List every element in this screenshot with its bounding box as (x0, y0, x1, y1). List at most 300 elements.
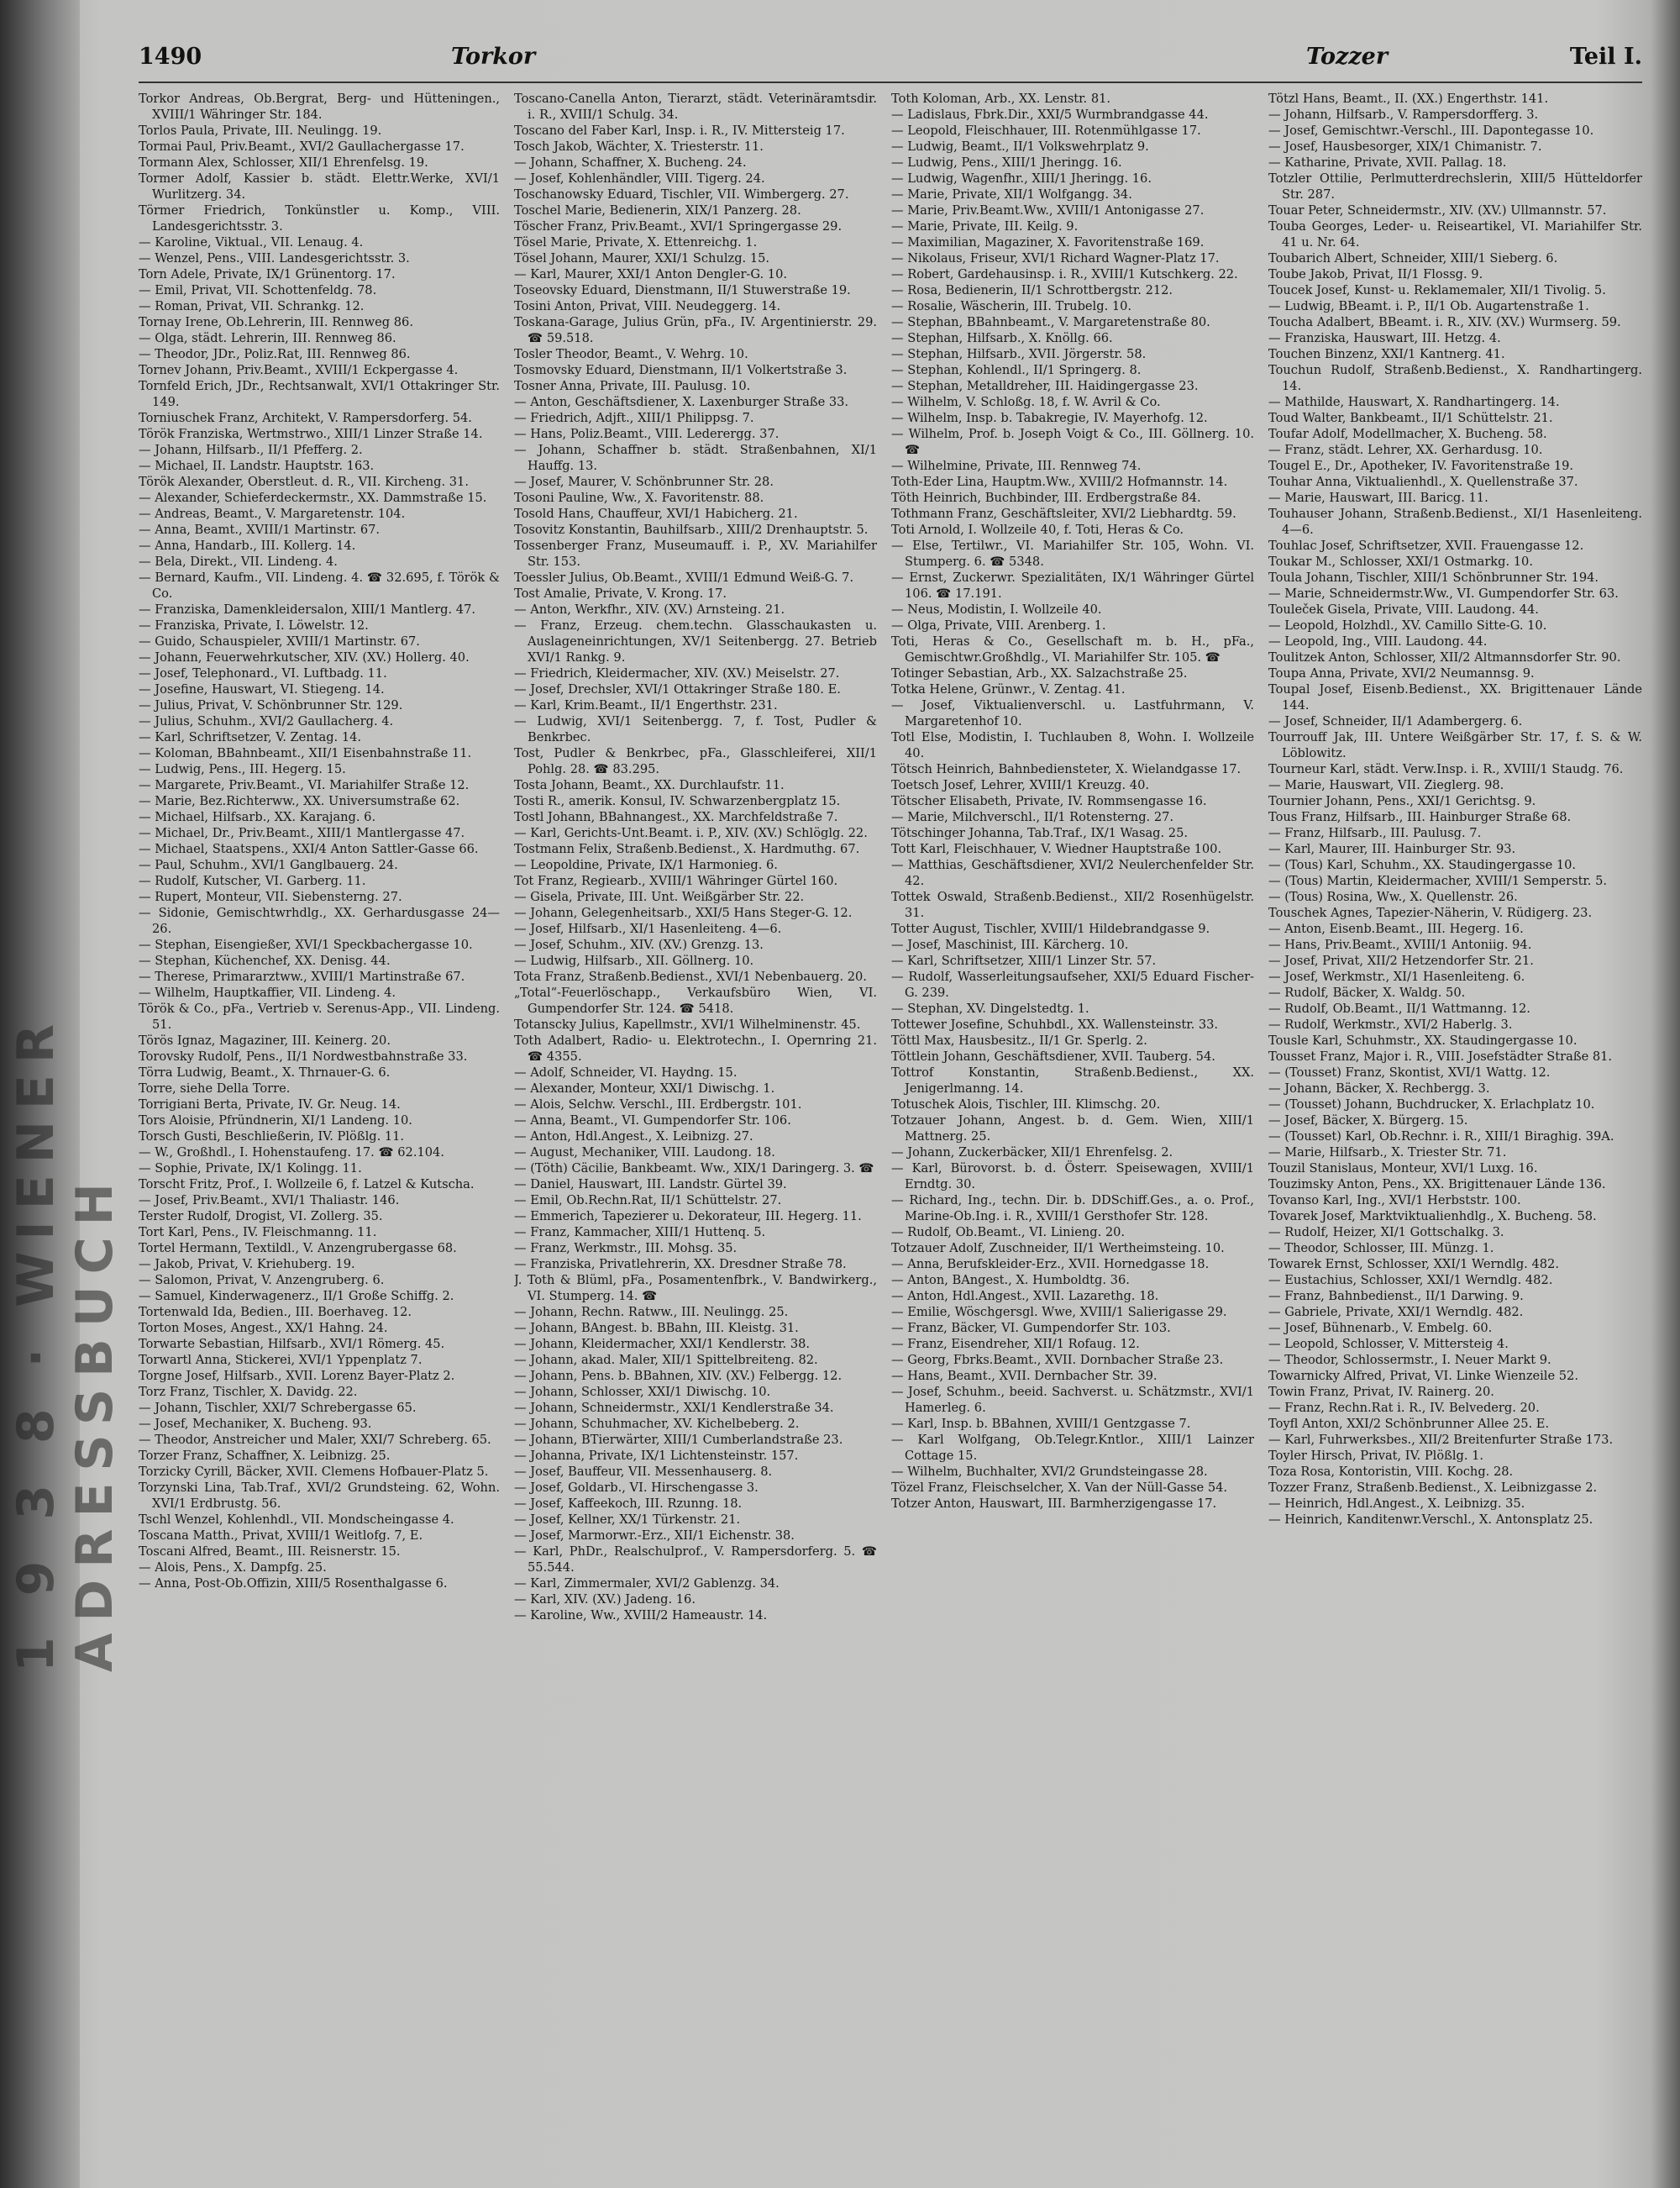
directory-entry: Toetsch Josef, Lehrer, XVIII/1 Kreuzg. 40. (891, 778, 1149, 792)
directory-entry: Tortenwald Ida, Bedien., III. Boerhaveg. 12. (139, 1305, 412, 1319)
directory-entry: Toti, Heras & Co., Gesellschaft m. b. H., pFa., Gemischtwr.Großhdlg., VI. Mariahilfer Str. 105. ☎ (891, 634, 1254, 665)
directory-entry: — Sophie, Private, IX/1 Kolingg. 11. (139, 1161, 362, 1176)
directory-entry: — Daniel, Hauswart, III. Landstr. Gürtel 39. (514, 1177, 787, 1191)
directory-entry: Tourrouff Jak, III. Untere Weißgärber Str. 17, f. S. & W. Löblowitz. (1268, 730, 1642, 760)
directory-entry: — Richard, Ing., techn. Dir. b. DDSchiff.Ges., a. o. Prof., Marine-Ob.Ing. i. R., XVIII/1 Gersthofer Str. 128. (891, 1193, 1254, 1223)
directory-entry: Toti Arnold, I. Wollzeile 40, f. Toti, Heras & Co. (891, 523, 1184, 537)
directory-entry: Tosta Johann, Beamt., XX. Durchlaufstr. 11. (514, 778, 785, 792)
header-keyword-left: Torkor (451, 44, 536, 70)
directory-entry: — Michael, Staatspens., XXI/4 Anton Sattler-Gasse 66. (139, 842, 479, 856)
directory-entry: — Sidonie, Gemischtwrhdlg., XX. Gerhardusgasse 24—26. (139, 906, 500, 936)
directory-entry: Toyler Hirsch, Privat, IV. Plößlg. 1. (1268, 1449, 1484, 1463)
directory-entry: — Anna, Beamt., XVIII/1 Martinstr. 67. (139, 523, 381, 537)
directory-entry: Towarek Ernst, Schlosser, XXI/1 Werndlg. 482. (1268, 1257, 1559, 1271)
directory-entry: — Wilhelmine, Private, III. Rennweg 74. (891, 459, 1142, 473)
directory-entry: — Gisela, Private, III. Unt. Weißgärber Str. 22. (514, 890, 805, 904)
directory-entry: — Ludwig, Hilfsarb., XII. Göllnerg. 10. (514, 954, 754, 968)
directory-entry: Tottewer Josefine, Schuhbdl., XX. Wallensteinstr. 33. (891, 1018, 1219, 1032)
directory-entry: — Johann, BAngest. b. BBahn, III. Kleistg. 31. (514, 1321, 799, 1335)
directory-entry: — (Tous) Martin, Kleidermacher, XVIII/1 Semperstr. 5. (1268, 874, 1608, 888)
directory-entry: — Michael, II. Landstr. Hauptstr. 163. (139, 459, 375, 473)
directory-entry: — Josef, Maurer, V. Schönbrunner Str. 28. (514, 475, 774, 489)
directory-entry: — Rosalie, Wäscherin, III. Trubelg. 10. (891, 299, 1132, 313)
directory-entry: Touhar Anna, Viktualienhdl., X. Quellenstraße 37. (1268, 475, 1578, 489)
directory-entry: Tostl Johann, BBahnangest., XX. Marchfeldstraße 7. (514, 810, 838, 824)
directory-entry: J. Toth & Blüml, pFa., Posamentenfbrk., V. Bandwirkerg., VI. Stumperg. 14. ☎ (514, 1273, 877, 1303)
directory-entry: — Theodor, Anstreicher und Maler, XXI/7 Schreberg. 65. (139, 1433, 491, 1447)
directory-entry: — Karl, Zimmermaler, XVI/2 Gablenzg. 34. (514, 1576, 780, 1591)
directory-entry: Terster Rudolf, Drogist, VI. Zollerg. 35. (139, 1209, 383, 1223)
directory-entry: Tornev Johann, Priv.Beamt., XVIII/1 Eckpergasse 4. (139, 363, 459, 377)
directory-entry: — Ludwig, BBeamt. i. P., II/1 Ob. Augartenstraße 1. (1268, 299, 1589, 313)
directory-entry: — Else, Tertilwr., VI. Mariahilfer Str. 105, Wohn. VI. Stumperg. 6. ☎ 5348. (891, 539, 1254, 569)
directory-entry: Toud Walter, Bankbeamt., II/1 Schüttelstr. 21. (1268, 411, 1553, 425)
directory-entry: — Franz, Kammacher, XIII/1 Huttenq. 5. (514, 1225, 766, 1239)
directory-entry: Tötzl Hans, Beamt., II. (XX.) Engerthstr. 141. (1268, 92, 1549, 106)
directory-entry: Totter August, Tischler, XVIII/1 Hildebrandgasse 9. (891, 922, 1210, 936)
directory-entry: — Rupert, Monteur, VII. Siebensterng. 27. (139, 890, 402, 904)
directory-entry: — Anna, Handarb., III. Kollerg. 14. (139, 539, 356, 553)
directory-entry: Tott Karl, Fleischhauer, V. Wiedner Hauptstraße 100. (891, 842, 1222, 856)
directory-entry: Tottek Oswald, Straßenb.Bedienst., XII/2 Rosenhügelstr. 31. (891, 890, 1254, 920)
directory-entry: — Rudolf, Kutscher, VI. Garberg. 11. (139, 874, 366, 888)
directory-entry: Tötsch Heinrich, Bahnbediensteter, X. Wielandgasse 17. (891, 762, 1242, 776)
directory-entry: — Alois, Selchw. Verschl., III. Erdbergstr. 101. (514, 1097, 802, 1112)
directory-entry: Touba Georges, Leder- u. Reiseartikel, VI. Mariahilfer Str. 41 u. Nr. 64. (1268, 219, 1642, 250)
directory-entry: Torniuschek Franz, Architekt, V. Rampersdorferg. 54. (139, 411, 472, 425)
directory-entry: — Anton, Eisenb.Beamt., III. Hegerg. 16. (1268, 922, 1524, 936)
directory-entry: — Ludwig, Pens., XIII/1 Jheringg. 16. (891, 155, 1122, 170)
directory-entry: Touzimsky Anton, Pens., XX. Brigittenauer Lände 136. (1268, 1177, 1606, 1191)
directory-entry: — Stephan, XV. Dingelstedtg. 1. (891, 1002, 1089, 1016)
directory-entry: Torwarte Sebastian, Hilfsarb., XVI/1 Römerg. 45. (139, 1337, 445, 1351)
directory-entry: — Karl, Maurer, XXI/1 Anton Dengler-G. 10. (514, 267, 787, 281)
directory-entry: Totzauer Adolf, Zuschneider, II/1 Wertheimsteing. 10. (891, 1241, 1225, 1255)
header-keyword-right: Tozzer (1306, 44, 1389, 70)
directory-entry: — Johann, Pens. b. BBahnen, XIV. (XV.) Felbergg. 12. (514, 1369, 843, 1383)
directory-entry: — Josef, Hausbesorger, XIX/1 Chimanistr. 7. (1268, 139, 1542, 154)
directory-entry: Toscani Alfred, Beamt., III. Reisnerstr. 15. (139, 1544, 401, 1559)
directory-entry: Totl Else, Modistin, I. Tuchlauben 8, Wohn. I. Wollzeile 40. (891, 730, 1254, 760)
directory-entry: — Josef, Kaffeekoch, III. Rzunng. 18. (514, 1496, 743, 1511)
directory-entry: — Anton, Hdl.Angest., XVII. Lazarethg. 18. (891, 1289, 1159, 1303)
directory-entry: Toubarich Albert, Schneider, XIII/1 Sieberg. 6. (1268, 251, 1558, 266)
directory-column-4 (1268, 91, 1642, 2175)
directory-entry: — Theodor, Schlosser, III. Münzg. 1. (1268, 1241, 1494, 1255)
directory-entry: Torton Moses, Angest., XX/1 Hahng. 24. (139, 1321, 388, 1335)
directory-entry: Tormai Paul, Priv.Beamt., XVI/2 Gaullachergasse 17. (139, 139, 465, 154)
directory-entry: — Johann, akad. Maler, XII/1 Spittelbreiteng. 82. (514, 1353, 818, 1367)
directory-entry: Tosler Theodor, Beamt., V. Wehrg. 10. (514, 347, 748, 361)
directory-entry: — Marie, Hilfsarb., X. Triester Str. 71. (1268, 1145, 1507, 1160)
directory-entry: — Rudolf, Ob.Beamt., II/1 Wattmanng. 12. (1268, 1002, 1530, 1016)
part-label: Teil I. (1569, 44, 1642, 70)
directory-entry: — Heinrich, Kanditenwr.Verschl., X. Antonsplatz 25. (1268, 1512, 1593, 1527)
directory-entry: — Josef, Gemischtwr.-Verschl., III. Dapontegasse 10. (1268, 124, 1594, 138)
directory-entry: — Josef, Bauffeur, VII. Messenhauserg. 8. (514, 1465, 773, 1479)
directory-entry: Tötscher Elisabeth, Private, IV. Rommsengasse 16. (891, 794, 1207, 808)
directory-entry: — Karl, Insp. b. BBahnen, XVIII/1 Gentzgasse 7. (891, 1417, 1191, 1431)
directory-entry: — Johann, Tischler, XXI/7 Schrebergasse 65. (139, 1401, 417, 1415)
directory-entry: — Karl Wolfgang, Ob.Telegr.Kntlor., XIII/1 Lainzer Cottage 15. (891, 1433, 1254, 1463)
directory-entry: — Franziska, Private, I. Löwelstr. 12. (139, 618, 369, 633)
directory-entry: — Marie, Private, III. Keilg. 9. (891, 219, 1079, 234)
directory-entry: — Katharine, Private, XVII. Pallag. 18. (1268, 155, 1507, 170)
directory-entry: — Johann, Zuckerbäcker, XII/1 Ehrenfelsg. 2. (891, 1145, 1173, 1160)
directory-entry: Toupa Anna, Private, XVI/2 Neumannsg. 9. (1268, 666, 1535, 681)
directory-entry: Torzynski Lina, Tab.Traf., XVI/2 Grundsteing. 62, Wohn. XVI/1 Erdbrustg. 56. (139, 1481, 500, 1511)
directory-entry: Toscano del Faber Karl, Insp. i. R., IV. Mittersteig 17. (514, 124, 845, 138)
directory-entry: — Nikolaus, Friseur, XVI/1 Richard Wagner-Platz 17. (891, 251, 1220, 266)
directory-column-2 (514, 91, 877, 2175)
directory-entry: — Marie, Private, XII/1 Wolfgangg. 34. (891, 187, 1132, 202)
directory-entry: — Hans, Beamt., XVII. Dernbacher Str. 39. (891, 1369, 1158, 1383)
directory-entry: — Gabriele, Private, XXI/1 Werndlg. 482. (1268, 1305, 1524, 1319)
directory-entry: Totinger Sebastian, Arb., XX. Salzachstraße 25. (891, 666, 1188, 681)
directory-entry: — Emil, Ob.Rechn.Rat, II/1 Schüttelstr. 27. (514, 1193, 782, 1207)
directory-entry: Toth Adalbert, Radio- u. Elektrotechn., I. Opernring 21. ☎ 4355. (514, 1034, 877, 1064)
directory-entry: — Rosa, Bedienerin, II/1 Schrottbergstr. 212. (891, 283, 1173, 297)
directory-entry: Toth-Eder Lina, Hauptm.Ww., XVIII/2 Hofmannstr. 14. (891, 475, 1228, 489)
directory-entry: — Anton, Geschäftsdiener, X. Laxenburger Straße 33. (514, 395, 849, 409)
directory-entry: — Stephan, Hilfsarb., X. Knöllg. 66. (891, 331, 1113, 345)
directory-entry: — Margarete, Priv.Beamt., VI. Mariahilfer Straße 12. (139, 778, 470, 792)
directory-entry: — Mathilde, Hauswart, X. Randhartingerg. 14. (1268, 395, 1560, 409)
directory-entry: — Josef, Schneider, II/1 Adambergerg. 6. (1268, 714, 1523, 728)
directory-entry: Tötschinger Johanna, Tab.Traf., IX/1 Wasag. 25. (891, 826, 1188, 840)
directory-entry: — Friedrich, Adjft., XIII/1 Philippsg. 7. (514, 411, 754, 425)
directory-entry: — (Tousset) Franz, Skontist, XVI/1 Wattg. 12. (1268, 1065, 1551, 1080)
directory-entry: Tors Aloisie, Pfründnerin, XI/1 Landeng. 10. (139, 1113, 412, 1128)
directory-entry: Torzer Franz, Schaffner, X. Leibnizg. 25. (139, 1449, 391, 1463)
directory-entry: — Josef, Viktualienverschl. u. Lastfuhrmann, V. Margaretenhof 10. (891, 698, 1254, 728)
directory-entry: — Johann, Kleidermacher, XXI/1 Kendlerstr. 38. (514, 1337, 811, 1351)
directory-entry: — Leopold, Schlosser, V. Mittersteig 4. (1268, 1337, 1509, 1351)
directory-entry: — Wilhelm, Prof. b. Joseph Voigt & Co., III. Göllnerg. 10. ☎ (891, 427, 1254, 457)
directory-entry: Tous Franz, Hilfsarb., III. Hainburger Straße 68. (1268, 810, 1572, 824)
directory-entry: — August, Mechaniker, VIII. Laudong. 18. (514, 1145, 775, 1160)
directory-entry: Torzicky Cyrill, Bäcker, XVII. Clemens Hofbauer-Platz 5. (139, 1465, 489, 1479)
directory-entry: Toscana Matth., Privat, XVIII/1 Weitlofg. 7, E. (139, 1528, 423, 1543)
directory-entry: — Leopold, Holzhdl., XV. Camillo Sitte-G. 10. (1268, 618, 1547, 633)
directory-entry: — Franziska, Privatlehrerin, XX. Dresdner Straße 78. (514, 1257, 847, 1271)
directory-entry: Töttlein Johann, Geschäftsdiener, XVII. Tauberg. 54. (891, 1049, 1215, 1064)
directory-entry: — Stephan, BBahnbeamt., V. Margaretenstraße 80. (891, 315, 1210, 329)
directory-entry: Totuschek Alois, Tischler, III. Klimschg. 20. (891, 1097, 1161, 1112)
directory-entry: — Karl, Maurer, III. Hainburger Str. 93. (1268, 842, 1516, 856)
directory-entry: — Bela, Direkt., VII. Lindeng. 4. (139, 555, 338, 569)
directory-entry: — Wilhelm, Insp. b. Tabakregie, IV. Mayerhofg. 12. (891, 411, 1208, 425)
directory-entry: — Rudolf, Bäcker, X. Waldg. 50. (1268, 986, 1466, 1000)
directory-entry: — Josef, Bäcker, X. Bürgerg. 15. (1268, 1113, 1468, 1128)
directory-entry: Töscher Franz, Priv.Beamt., XVI/1 Springergasse 29. (514, 219, 843, 234)
directory-entry: — Karl, PhDr., Realschulprof., V. Rampersdorferg. 5. ☎ 55.544. (514, 1544, 877, 1575)
directory-entry: Toschanowsky Eduard, Tischler, VII. Wimbergerg. 27. (514, 187, 849, 202)
directory-entry: Tornay Irene, Ob.Lehrerin, III. Rennweg 86. (139, 315, 413, 329)
directory-entry: — Johann, Rechn. Ratww., III. Neulingg. 25. (514, 1305, 789, 1319)
directory-entry: — Maximilian, Magaziner, X. Favoritenstraße 169. (891, 235, 1205, 250)
directory-entry: — Karl, Krim.Beamt., II/1 Engerthstr. 231. (514, 698, 778, 713)
directory-column-1 (139, 91, 500, 2175)
directory-entry: — Josef, Priv.Beamt., XVI/1 Thaliastr. 146. (139, 1193, 400, 1207)
directory-entry: Toseovsky Eduard, Dienstmann, II/1 Stuwerstraße 19. (514, 283, 851, 297)
directory-entry: — Karl, Fuhrwerksbes., XII/2 Breitenfurter Straße 173. (1268, 1433, 1614, 1447)
directory-entry: — Michael, Dr., Priv.Beamt., XIII/1 Mantlergasse 47. (139, 826, 465, 840)
directory-entry: Töttl Max, Hausbesitz., II/1 Gr. Sperlg. 2. (891, 1034, 1147, 1048)
directory-entry: Tosoni Pauline, Ww., X. Favoritenstr. 88. (514, 491, 764, 505)
directory-entry: — Neus, Modistin, I. Wollzeile 40. (891, 602, 1102, 617)
directory-entry: — Karl, Schriftsetzer, V. Zentag. 14. (139, 730, 362, 744)
directory-entry: — Johann, Schaffner, X. Bucheng. 24. (514, 155, 747, 170)
directory-entry: — Therese, Primararztww., XVIII/1 Martinstraße 67. (139, 970, 465, 984)
directory-entry: Touchun Rudolf, Straßenb.Bedienst., X. Randhartingerg. 14. (1268, 363, 1642, 393)
directory-entry: Tourneur Karl, städt. Verw.Insp. i. R., XVIII/1 Staudg. 76. (1268, 762, 1624, 776)
directory-entry: Tossenberger Franz, Museumauff. i. P., XV. Mariahilfer Str. 153. (514, 539, 877, 569)
directory-entry: Touchen Binzenz, XXI/1 Kantnerg. 41. (1268, 347, 1505, 361)
directory-entry: Tosovitz Konstantin, Bauhilfsarb., XIII/2 Drenhauptstr. 5. (514, 523, 869, 537)
directory-entry: Torscht Fritz, Prof., I. Wollzeile 6, f. Latzel & Kutscha. (139, 1177, 475, 1191)
directory-entry: „Total“-Feuerlöschapp., Verkaufsbüro Wien, VI. Gumpendorfer Str. 124. ☎ 5418. (514, 986, 877, 1016)
directory-entry: — Ludwig, Wagenfhr., XIII/1 Jheringg. 16. (891, 171, 1152, 186)
directory-entry: Touzil Stanislaus, Monteur, XVI/1 Luxg. 16. (1268, 1161, 1538, 1176)
directory-entry: — Ludwig, Pens., III. Hegerg. 15. (139, 762, 346, 776)
directory-entry: Tormer Adolf, Kassier b. städt. Elettr.Werke, XVI/1 Wurlitzerg. 34. (139, 171, 500, 202)
directory-entry: — Marie, Milchverschl., II/1 Rotensterng. 27. (891, 810, 1174, 824)
directory-entry: Torn Adele, Private, IX/1 Grünentorg. 17. (139, 267, 396, 281)
directory-entry: — Wenzel, Pens., VIII. Landesgerichtsstr. 3. (139, 251, 410, 266)
directory-entry: Totzauer Johann, Angest. b. d. Gem. Wien, XIII/1 Mattnerg. 25. (891, 1113, 1254, 1144)
directory-entry: — Paul, Schuhm., XVI/1 Ganglbauerg. 24. (139, 858, 398, 872)
directory-entry: — Olga, Private, VIII. Arenberg. 1. (891, 618, 1106, 633)
directory-entry: Tösel Marie, Private, X. Ettenreichg. 1. (514, 235, 758, 250)
directory-entry: — Franz, Eisendreher, XII/1 Rofaug. 12. (891, 1337, 1140, 1351)
directory-entry: Toukar M., Schlosser, XXI/1 Ostmarkg. 10. (1268, 555, 1533, 569)
directory-entry: Totzler Ottilie, Perlmutterdrechslerin, XIII/5 Hütteldorfer Str. 287. (1268, 171, 1642, 202)
directory-entry: — Andreas, Beamt., V. Margaretenstr. 104. (139, 507, 406, 521)
directory-entry: — (Töth) Cäcilie, Bankbeamt. Ww., XIX/1 Daringerg. 3. ☎ (514, 1161, 874, 1176)
directory-entry: Török Franziska, Wertmstrwo., XIII/1 Linzer Straße 14. (139, 427, 483, 441)
directory-entry: — Stephan, Eisengießer, XVI/1 Speckbachergasse 10. (139, 938, 473, 952)
directory-entry: — Johann, Bäcker, X. Rechbergg. 3. (1268, 1081, 1490, 1096)
directory-entry: — Josef, Kohlenhändler, VIII. Tigerg. 24. (514, 171, 765, 186)
directory-entry: — Johann, Schaffner b. städt. Straßenbahnen, XI/1 Hauffg. 13. (514, 443, 877, 473)
directory-entry: Tort Karl, Pens., IV. Fleischmanng. 11. (139, 1225, 377, 1239)
directory-entry: — Wilhelm, Buchhalter, XVI/2 Grundsteingasse 28. (891, 1465, 1208, 1479)
directory-entry: — Roman, Privat, VII. Schrankg. 12. (139, 299, 365, 313)
directory-entry: Torsch Gusti, Beschließerin, IV. Plößlg. 11. (139, 1129, 405, 1144)
directory-entry: — Johanna, Private, IX/1 Lichtensteinstr. 157. (514, 1449, 799, 1463)
directory-entry: Touar Peter, Schneidermstr., XIV. (XV.) Ullmannstr. 57. (1268, 203, 1607, 218)
directory-entry: — Anna, Berufskleider-Erz., XVII. Hornedgasse 18. (891, 1257, 1210, 1271)
directory-entry: — Rudolf, Heizer, XI/1 Gottschalkg. 3. (1268, 1225, 1504, 1239)
directory-entry: — Alexander, Schieferdeckermstr., XX. Dammstraße 15. (139, 491, 487, 505)
directory-entry: — Johann, Hilfsarb., II/1 Pfefferg. 2. (139, 443, 363, 457)
directory-entry: Tosini Anton, Privat, VIII. Neudeggerg. 14. (514, 299, 781, 313)
directory-entry: Towin Franz, Privat, IV. Rainerg. 20. (1268, 1385, 1494, 1399)
directory-entry: — Josef, Drechsler, XVI/1 Ottakringer Straße 180. E. (514, 682, 841, 697)
directory-entry: — W., Großhdl., I. Hohenstaufeng. 17. ☎ 62.104. (139, 1145, 444, 1160)
directory-entry: — Ladislaus, Fbrk.Dir., XXI/5 Wurmbrandgasse 44. (891, 108, 1209, 122)
directory-entry: — Friedrich, Kleidermacher, XIV. (XV.) Meiselstr. 27. (514, 666, 840, 681)
directory-entry: Tothmann Franz, Geschäftsleiter, XVI/2 Liebhardtg. 59. (891, 507, 1236, 521)
directory-entry: Tozzer Franz, Straßenb.Bedienst., X. Leibnizgasse 2. (1268, 1481, 1598, 1495)
directory-entry: Tormann Alex, Schlosser, XII/1 Ehrenfelsg. 19. (139, 155, 428, 170)
directory-entry: — Josef, Kellner, XX/1 Türkenstr. 21. (514, 1512, 741, 1527)
directory-entry: — Karl, XIV. (XV.) Jadeng. 16. (514, 1592, 696, 1607)
directory-entry: — (Tous) Rosina, Ww., X. Quellenstr. 26. (1268, 890, 1518, 904)
directory-entry: — Franz, städt. Lehrer, XX. Gerhardusg. 10. (1268, 443, 1543, 457)
directory-entry: Tougel E., Dr., Apotheker, IV. Favoritenstraße 19. (1268, 459, 1574, 473)
directory-entry: — Theodor, Schlossermstr., I. Neuer Markt 9. (1268, 1353, 1551, 1367)
header-rule (139, 82, 1642, 83)
directory-entry: — Franz, Bahnbedienst., II/1 Darwing. 9. (1268, 1289, 1524, 1303)
directory-entry: Toufar Adolf, Modellmacher, X. Bucheng. 58. (1268, 427, 1547, 441)
directory-entry: — Hans, Priv.Beamt., XVIII/1 Antoniig. 94. (1268, 938, 1532, 952)
directory-entry: — Wilhelm, Hauptkaffier, VII. Lindeng. 4. (139, 986, 396, 1000)
book-spine (0, 0, 124, 2188)
directory-entry: Toschel Marie, Bedienerin, XIX/1 Panzerg. 28. (514, 203, 801, 218)
directory-entry: Toulitzek Anton, Schlosser, XII/2 Altmannsdorfer Str. 90. (1268, 650, 1621, 665)
directory-entry: Toscano-Canella Anton, Tierarzt, städt. Veterinäramtsdir. i. R., XVIII/1 Schulg. 34. (514, 92, 877, 122)
directory-entry: Tözel Franz, Fleischselcher, X. Van der Nüll-Gasse 54. (891, 1481, 1228, 1495)
directory-entry: — Franz, Werkmstr., III. Mohsg. 35. (514, 1241, 738, 1255)
directory-entry: Tschl Wenzel, Kohlenhdl., VII. Mondscheingasse 4. (139, 1512, 454, 1527)
directory-entry: Totanscky Julius, Kapellmstr., XVI/1 Wilhelminenstr. 45. (514, 1018, 861, 1032)
directory-entry: — (Tous) Karl, Schuhm., XX. Staudingergasse 10. (1268, 858, 1577, 872)
directory-entry: — Emil, Privat, VII. Schottenfeldg. 78. (139, 283, 377, 297)
directory-entry: — Guido, Schauspieler, XVIII/1 Martinstr. 67. (139, 634, 420, 649)
directory-entry: Török Alexander, Oberstleut. d. R., VII. Kircheng. 31. (139, 475, 469, 489)
directory-entry: — Johann, Schuhmacher, XV. Kichelbeberg. 2. (514, 1417, 800, 1431)
directory-entry: — Marie, Priv.Beamt.Ww., XVIII/1 Antonigasse 27. (891, 203, 1205, 218)
directory-entry: Tota Franz, Straßenb.Bedienst., XVI/1 Nebenbauerg. 20. (514, 970, 867, 984)
directory-entry: — Josef, Telephonard., VI. Luftbadg. 11. (139, 666, 387, 681)
directory-entry: — Josef, Privat, XII/2 Hetzendorfer Str. 21. (1268, 954, 1534, 968)
directory-entry: — Michael, Hilfsarb., XX. Karajang. 6. (139, 810, 376, 824)
directory-entry: — Franziska, Hauswart, III. Hetzg. 4. (1268, 331, 1501, 345)
directory-entry: — Josef, Marmorwr.-Erz., XII/1 Eichenstr. 38. (514, 1528, 795, 1543)
directory-entry: Tottrof Konstantin, Straßenb.Bedienst., XX. Jenigerlmanng. 14. (891, 1065, 1254, 1096)
directory-entry: — (Tousset) Johann, Buchdrucker, X. Erlachplatz 10. (1268, 1097, 1595, 1112)
directory-entry: Touhauser Johann, Straßenb.Bedienst., XI/1 Hasenleiteng. 4—6. (1268, 507, 1642, 537)
directory-entry: Torovsky Rudolf, Pens., II/1 Nordwestbahnstraße 33. (139, 1049, 468, 1064)
directory-entry: Török & Co., pFa., Vertrieb v. Serenus-App., VII. Lindeng. 51. (139, 1002, 500, 1032)
directory-entry: Törös Ignaz, Magaziner, III. Keinerg. 20. (139, 1034, 391, 1048)
directory-entry: — Julius, Schuhm., XVI/2 Gaullacherg. 4. (139, 714, 394, 728)
directory-entry: — Leopold, Fleischhauer, III. Rotenmühlgasse 17. (891, 124, 1201, 138)
directory-entry: Totzer Anton, Hauswart, III. Barmherzigengasse 17. (891, 1496, 1217, 1511)
directory-entry: — Samuel, Kinderwagenerz., II/1 Große Schiffg. 2. (139, 1289, 454, 1303)
directory-entry: — Franz, Bäcker, VI. Gumpendorfer Str. 103. (891, 1321, 1171, 1335)
directory-entry: — Stephan, Kohlendl., II/1 Springerg. 8. (891, 363, 1142, 377)
directory-entry: — Josef, Werkmstr., XI/1 Hasenleiteng. 6. (1268, 970, 1525, 984)
directory-entry: — Emilie, Wöschgersgl. Wwe, XVIII/1 Salierigasse 29. (891, 1305, 1227, 1319)
directory-entry: Torkor Andreas, Ob.Bergrat, Berg- und Hütteningen., XVIII/1 Währinger Str. 184. (139, 92, 500, 122)
directory-entry: — Anton, Hdl.Angest., X. Leibnizg. 27. (514, 1129, 753, 1144)
directory-entry: Torwartl Anna, Stickerei, XVI/1 Yppenplatz 7. (139, 1353, 423, 1367)
directory-entry: Toza Rosa, Kontoristin, VIII. Kochg. 28. (1268, 1465, 1514, 1479)
directory-entry: Tovarek Josef, Marktviktualienhdlg., X. Bucheng. 58. (1268, 1209, 1597, 1223)
directory-entry: — Johann, Gelegenheitsarb., XXI/5 Hans Steger-G. 12. (514, 906, 853, 920)
directory-entry: — Anton, BAngest., X. Humboldtg. 36. (891, 1273, 1130, 1287)
directory-entry: Törmer Friedrich, Tonkünstler u. Komp., VIII. Landesgerichtsstr. 3. (139, 203, 500, 234)
directory-entry: Toula Johann, Tischler, XIII/1 Schönbrunner Str. 194. (1268, 571, 1599, 585)
directory-entry: — Julius, Privat, V. Schönbrunner Str. 129. (139, 698, 403, 713)
directory-entry: — Ludwig, XVI/1 Seitenbergg. 7, f. Tost, Pudler & Benkrbec. (514, 714, 877, 744)
directory-entry: — Josef, Hilfsarb., XI/1 Hasenleiteng. 4—6. (514, 922, 782, 936)
directory-entry: — Franz, Hilfsarb., III. Paulusg. 7. (1268, 826, 1482, 840)
directory-entry: Torre, siehe Della Torre. (139, 1081, 291, 1096)
directory-entry: Tosmovsky Eduard, Dienstmann, II/1 Volkertstraße 3. (514, 363, 848, 377)
directory-entry: Touleček Gisela, Private, VIII. Laudong. 44. (1268, 602, 1539, 617)
directory-entry: Totka Helene, Grünwr., V. Zentag. 41. (891, 682, 1126, 697)
directory-entry: — Marie, Hauswart, III. Baricg. 11. (1268, 491, 1488, 505)
directory-entry: Toupal Josef, Eisenb.Bedienst., XX. Brigittenauer Lände 144. (1268, 682, 1642, 713)
directory-entry: Toessler Julius, Ob.Beamt., XVIII/1 Edmund Weiß-G. 7. (514, 571, 854, 585)
directory-entry: — Anna, Beamt., VI. Gumpendorfer Str. 106. (514, 1113, 791, 1128)
page-number: 1490 (139, 44, 202, 70)
directory-entry: — Josefine, Hauswart, VI. Stiegeng. 14. (139, 682, 385, 697)
directory-entry: Tost Amalie, Private, V. Krong. 17. (514, 586, 727, 601)
directory-entry: — Robert, Gardehausinsp. i. R., XVIII/1 Kutschkerg. 22. (891, 267, 1238, 281)
directory-entry: Tosner Anna, Private, III. Paulusg. 10. (514, 379, 751, 393)
directory-entry: — Josef, Goldarb., VI. Hirschengasse 3. (514, 1481, 759, 1495)
directory-entry: — Leopoldine, Private, IX/1 Harmonieg. 6. (514, 858, 778, 872)
directory-entry: — Ludwig, Beamt., II/1 Volkswehrplatz 9. (891, 139, 1149, 154)
directory-entry: — Johann, Feuerwehrkutscher, XIV. (XV.) Hollerg. 40. (139, 650, 470, 665)
directory-entry: — Rudolf, Werkmstr., XVI/2 Haberlg. 3. (1268, 1018, 1513, 1032)
directory-entry: — Georg, Fbrks.Beamt., XVII. Dornbacher Straße 23. (891, 1353, 1224, 1367)
directory-entry: — (Tousset) Karl, Ob.Rechnr. i. R., XIII/1 Biraghig. 39A. (1268, 1129, 1614, 1144)
directory-entry: Tosch Jakob, Wächter, X. Triesterstr. 11. (514, 139, 764, 154)
directory-entry: — Marie, Hauswart, VII. Zieglerg. 98. (1268, 778, 1504, 792)
directory-entry: — Theodor, JDr., Poliz.Rat, III. Rennweg 86. (139, 347, 411, 361)
directory-entry: Touhlac Josef, Schriftsetzer, XVII. Frauengasse 12. (1268, 539, 1584, 553)
directory-entry: Toth Koloman, Arb., XX. Lenstr. 81. (891, 92, 1111, 106)
directory-entry: Tösel Johann, Maurer, XXI/1 Schulzg. 15. (514, 251, 770, 266)
directory-entry: — Wilhelm, V. Schloßg. 18, f. W. Avril & Co. (891, 395, 1161, 409)
directory-entry: Toyfl Anton, XXI/2 Schönbrunner Allee 25. E. (1268, 1417, 1550, 1431)
directory-entry: — Matthias, Geschäftsdiener, XVI/2 Neulerchenfelder Str. 42. (891, 858, 1254, 888)
directory-entry: — Leopold, Ing., VIII. Laudong. 44. (1268, 634, 1488, 649)
directory-entry: — Karoline, Viktual., VII. Lenaug. 4. (139, 235, 364, 250)
directory-column-3 (891, 91, 1254, 2175)
spine-lettering: 1 9 3 8 · WIENER ADRESSBUCH (7, 1012, 124, 1672)
directory-entry: — Anton, Werkfhr., XIV. (XV.) Arnsteing. 21. (514, 602, 785, 617)
directory-entry: Tost, Pudler & Benkrbec, pFa., Glasschleiferei, XII/1 Pohlg. 28. ☎ 83.295. (514, 746, 877, 776)
directory-entry: Tovanso Karl, Ing., XVI/1 Herbststr. 100. (1268, 1193, 1521, 1207)
directory-entry: Torz Franz, Tischler, X. Davidg. 22. (139, 1385, 358, 1399)
directory-entry: Tournier Johann, Pens., XXI/1 Gerichtsg. 9. (1268, 794, 1536, 808)
directory-entry: — Stephan, Hilfsarb., XVII. Jörgerstr. 58. (891, 347, 1147, 361)
directory-entry: — Johann, Schlosser, XXI/1 Diwischg. 10. (514, 1385, 771, 1399)
directory-entry: — Adolf, Schneider, VI. Haydng. 15. (514, 1065, 738, 1080)
directory-entry: — Rudolf, Ob.Beamt., VI. Linieng. 20. (891, 1225, 1126, 1239)
directory-entry: — Karl, Schriftsetzer, XIII/1 Linzer Str. 57. (891, 954, 1157, 968)
directory-entry: Toskana-Garage, Julius Grün, pFa., IV. Argentinierstr. 29. ☎ 59.518. (514, 315, 877, 345)
directory-entry: Tostmann Felix, Straßenb.Bedienst., X. Hardmuthg. 67. (514, 842, 860, 856)
directory-entry: — Ernst, Zuckerwr. Spezialitäten, IX/1 Währinger Gürtel 106. ☎ 17.191. (891, 571, 1254, 601)
directory-entry: — Franz, Rechn.Rat i. R., IV. Belvederg. 20. (1268, 1401, 1540, 1415)
directory-entry: Tot Franz, Regiearb., XVIII/1 Währinger Gürtel 160. (514, 874, 838, 888)
directory-entry: Torlos Paula, Private, III. Neulingg. 19. (139, 124, 382, 138)
directory-entry: Tosold Hans, Chauffeur, XVI/1 Habicherg. 21. (514, 507, 798, 521)
directory-entry: — Anna, Post-Ob.Offizin, XIII/5 Rosenthalgasse 6. (139, 1576, 448, 1591)
directory-entry: — Karl, Gerichts-Unt.Beamt. i. P., XIV. (XV.) Schlöglg. 22. (514, 826, 868, 840)
directory-entry: — Alois, Pens., X. Dampfg. 25. (139, 1560, 327, 1575)
directory-entry: — Salomon, Privat, V. Anzengruberg. 6. (139, 1273, 385, 1287)
directory-entry: Töth Heinrich, Buchbinder, III. Erdbergstraße 84. (891, 491, 1201, 505)
